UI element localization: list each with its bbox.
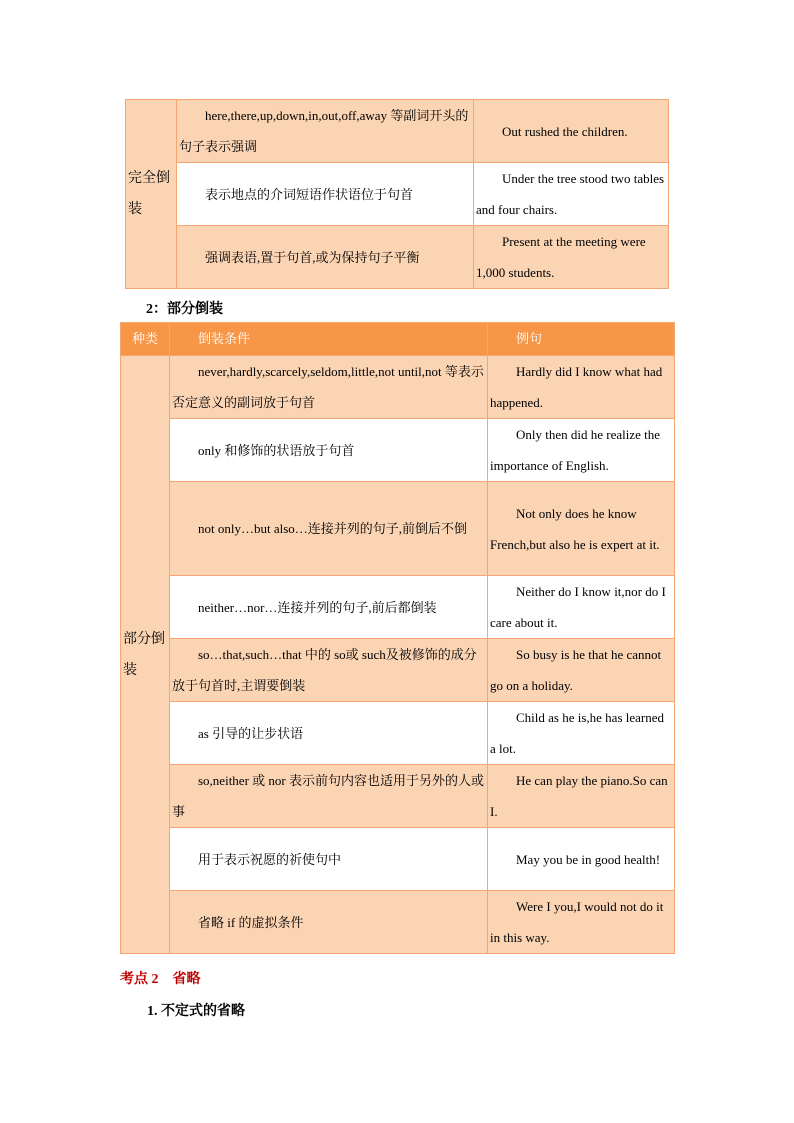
example-cell: So busy is he that he cannot go on a holiday. xyxy=(488,639,675,702)
table-row xyxy=(121,891,675,954)
table-row xyxy=(126,100,669,163)
condition-cell: neither…nor…连接并列的句子,前后都倒装 xyxy=(170,576,488,639)
example-cell: He can play the piano.So can I. xyxy=(488,765,675,828)
table-row xyxy=(121,419,675,482)
condition-cell: only 和修饰的状语放于句首 xyxy=(170,419,488,482)
table-row xyxy=(126,163,669,226)
example-cell: Child as he is,he has learned a lot. xyxy=(488,702,675,765)
example-cell: Neither do I know it,nor do I care about it. xyxy=(488,576,675,639)
example-cell: Hardly did I know what had happened. xyxy=(488,356,675,419)
condition-cell: 省略 if 的虚拟条件 xyxy=(170,891,488,954)
condition-cell: 用于表示祝愿的祈使句中 xyxy=(170,828,488,891)
example-cell: Present at the meeting were 1,000 students. xyxy=(474,226,669,289)
table-row xyxy=(121,639,675,702)
condition-cell: here,there,up,down,in,out,off,away 等副词开头的句子表示强调 xyxy=(177,100,474,163)
condition-cell: so,neither 或 nor 表示前句内容也适用于另外的人或事 xyxy=(170,765,488,828)
header-example: 例句 xyxy=(488,323,675,356)
condition-cell: 强调表语,置于句首,或为保持句子平衡 xyxy=(177,226,474,289)
example-cell: May you be in good health! xyxy=(488,828,675,891)
category-cell: 部分倒装 xyxy=(121,356,170,954)
header-kind: 种类 xyxy=(121,323,170,356)
subsection-heading: 1. 不定式的省略 xyxy=(147,1004,245,1019)
example-cell: Under the tree stood two tables and four chairs. xyxy=(474,163,669,226)
table-row xyxy=(121,828,675,891)
table-row xyxy=(121,356,675,419)
table-row xyxy=(121,702,675,765)
example-cell: Were I you,I would not do it in this way. xyxy=(488,891,675,954)
example-cell: Only then did he realize the importance of English. xyxy=(488,419,675,482)
condition-cell: not only…but also…连接并列的句子,前倒后不倒 xyxy=(170,482,488,576)
example-cell: Out rushed the children. xyxy=(474,100,669,163)
table-row xyxy=(121,482,675,576)
condition-cell: never,hardly,scarcely,seldom,little,not until,not 等表示否定意义的副词放于句首 xyxy=(170,356,488,419)
table-row xyxy=(121,765,675,828)
example-cell: Not only does he know French,but also he is expert at it. xyxy=(488,482,675,576)
kaodian-heading xyxy=(120,968,201,988)
kaodian-label: 考点 2 xyxy=(120,972,159,987)
condition-cell: so…that,such…that 中的 so或 such及被修饰的成分放于句首时,主谓要倒装 xyxy=(170,639,488,702)
category-cell: 完全倒装 xyxy=(126,100,177,289)
section-heading: 2：部分倒装 xyxy=(146,302,223,317)
table-row xyxy=(126,226,669,289)
header-condition: 倒装条件 xyxy=(170,323,488,356)
partial-inversion-table xyxy=(120,322,675,954)
table-header-row xyxy=(121,323,675,356)
condition-cell: 表示地点的介词短语作状语位于句首 xyxy=(177,163,474,226)
condition-cell: as 引导的让步状语 xyxy=(170,702,488,765)
table-row xyxy=(121,576,675,639)
kaodian-title: 省略 xyxy=(172,972,201,987)
full-inversion-table xyxy=(125,99,669,289)
